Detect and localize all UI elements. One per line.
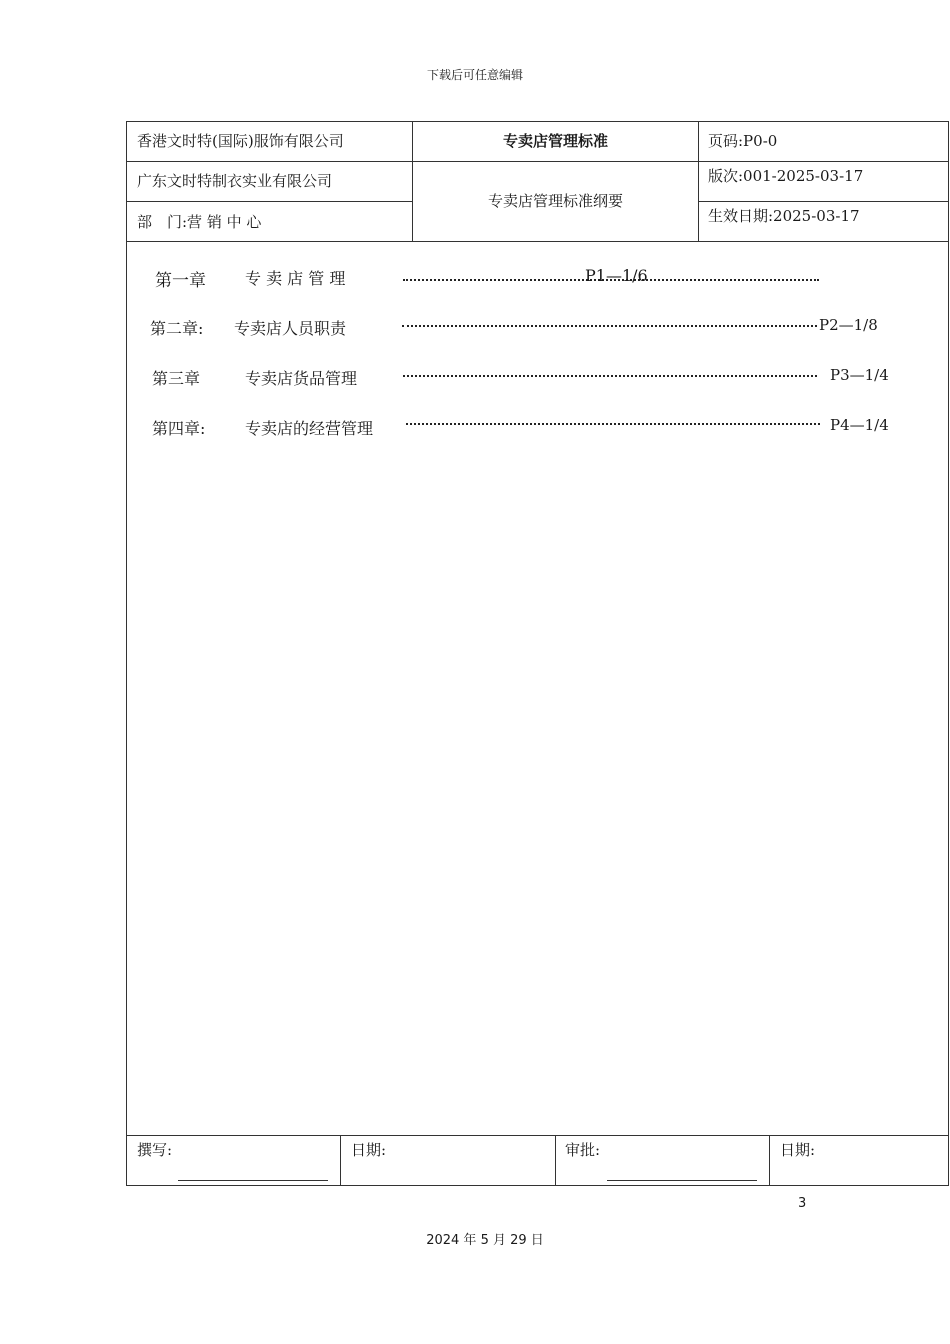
toc-row-2 [127, 316, 950, 340]
date-label-1: 日期: [351, 1141, 387, 1159]
document-subtitle: 专卖店管理标准纲要 [487, 192, 623, 210]
toc-chapter: 第二章: [150, 319, 204, 338]
print-date: 2024 年 5 月 29 日 [426, 1233, 544, 1248]
author-signature-line [178, 1180, 328, 1181]
toc-page: P4—1/4 [830, 416, 889, 434]
effective-date: 生效日期:2025-03-17 [708, 207, 860, 225]
toc-row-1 [127, 266, 950, 290]
toc-chapter: 第一章 [155, 271, 206, 291]
footer-top-line [127, 1135, 949, 1136]
approve-label: 审批: [565, 1141, 601, 1159]
toc-page: P1—1/6 [585, 266, 648, 285]
company-hk: 香港文时特(国际)服饰有限公司 [137, 132, 344, 150]
toc-page: P2—1/8 [819, 316, 878, 334]
header-row-line-2b [698, 201, 949, 202]
toc-chapter: 第四章: [152, 419, 206, 438]
approve-signature-line [607, 1180, 757, 1181]
toc-chapter: 第三章 [152, 369, 201, 388]
toc-leader-dots [403, 375, 817, 377]
page-number: 3 [798, 1196, 807, 1211]
page-code: 页码:P0-0 [708, 132, 778, 150]
department: 部 门:营 销 中 心 [137, 213, 262, 231]
toc-title: 专卖店货品管理 [245, 369, 358, 388]
document-title: 专卖店管理标准 [502, 132, 608, 150]
author-label: 撰写: [137, 1141, 173, 1159]
version: 版次:001-2025-03-17 [708, 167, 864, 185]
toc-title: 专 卖 店 管 理 [245, 269, 346, 288]
header-bottom-line [127, 241, 949, 242]
header-row-line-1 [127, 161, 949, 162]
toc-row-4 [127, 416, 950, 440]
toc-page: P3—1/4 [830, 366, 889, 384]
header-divider-2 [698, 122, 699, 242]
toc-row-3 [127, 366, 950, 390]
date-label-2: 日期: [780, 1141, 816, 1159]
footer-divider-3 [769, 1135, 770, 1186]
company-gd: 广东文时特制衣实业有限公司 [137, 172, 333, 190]
toc-leader-dots [406, 423, 820, 425]
toc-title: 专卖店的经营管理 [245, 419, 374, 438]
footer-divider-1 [340, 1135, 341, 1186]
footer-divider-2 [555, 1135, 556, 1186]
document-frame [126, 121, 949, 1186]
header-row-line-2a [127, 201, 413, 202]
toc-leader-dots [402, 325, 817, 327]
top-note: 下载后可任意编辑 [426, 68, 523, 82]
toc-title: 专卖店人员职责 [234, 319, 347, 338]
